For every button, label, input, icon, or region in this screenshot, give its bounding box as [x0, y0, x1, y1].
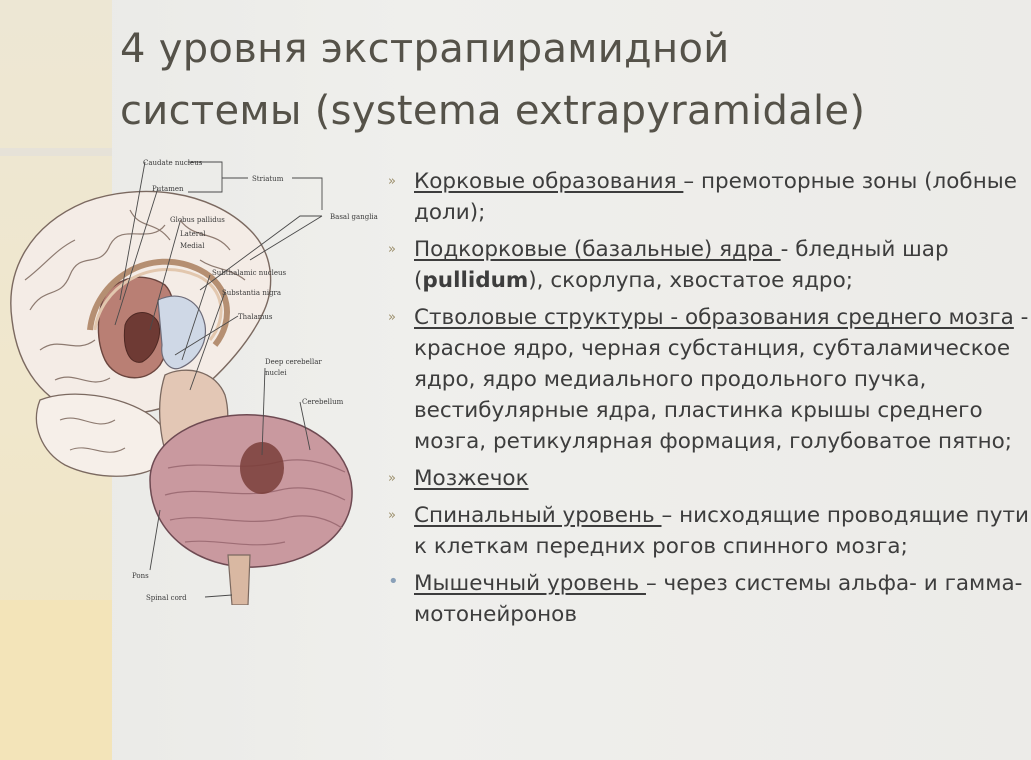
- list-item-cerebellum: [384, 463, 1029, 494]
- bullet-marker: »: [388, 310, 396, 325]
- list-item-spinal: [384, 500, 1029, 562]
- label-medial: Medial: [180, 242, 205, 250]
- bullet-marker: »: [388, 471, 396, 486]
- bullet-text: ), скорлупа, хвостатое ядро;: [528, 268, 853, 293]
- bullet-bold-term: pullidum: [422, 268, 529, 293]
- label-thalamus: Thalamus: [238, 313, 273, 321]
- bullet-text: – нисходящие проводящие пути к клеткам передних рогов спинного мозга;: [414, 503, 1029, 559]
- slide-title-line-2: системы (systema extrapyramidale): [120, 88, 866, 134]
- label-deep-cerebellar-nuclei: nuclei: [265, 369, 287, 377]
- bullet-heading: Стволовые структуры - образования среднего мозга: [414, 305, 1014, 330]
- bullet-heading: Подкорковые (базальные) ядра: [414, 237, 781, 262]
- label-lateral: Lateral: [180, 230, 206, 238]
- label-cerebellum: Cerebellum: [302, 398, 344, 406]
- bullet-text: - бледный шар (: [414, 237, 949, 293]
- label-subthalamic-nucleus: Subthalamic nucleus: [212, 269, 287, 277]
- bullet-marker: »: [388, 508, 396, 523]
- label-striatum: Striatum: [252, 175, 284, 183]
- list-item-muscular: [384, 568, 1029, 630]
- bullet-heading: Мозжечок: [414, 466, 529, 491]
- levels-list: [384, 166, 1029, 636]
- bullet-text: – премоторные зоны (лобные доли);: [414, 169, 1017, 225]
- label-substantia-nigra: Substantia nigra: [222, 289, 282, 297]
- cerebellum: [150, 415, 352, 567]
- label-basal-ganglia: Basal ganglia: [330, 213, 378, 221]
- list-item-subcortical: [384, 234, 1029, 296]
- list-item-cortical: [384, 166, 1029, 228]
- brain-anatomy-figure: [0, 150, 395, 605]
- list-item-brainstem: [384, 302, 1029, 457]
- label-spinal-cord: Spinal cord: [146, 594, 187, 602]
- label-putamen: Putamen: [152, 185, 184, 193]
- bullet-heading: Корковые образования: [414, 169, 684, 194]
- bullet-marker: »: [388, 174, 396, 189]
- bullet-marker: »: [388, 242, 396, 257]
- slide-title: [120, 18, 1000, 142]
- label-caudate-nucleus: Caudate nucleus: [143, 159, 203, 167]
- label-deep-cerebellar: Deep cerebellar: [265, 358, 322, 366]
- bullet-text: - красное ядро, черная субстанция, субталамическое ядро, ядро медиального продольного пучка, вестибулярные ядра, пластинка крышы среднего мозга, ретикулярная формация, голубоватое пятно;: [414, 305, 1029, 454]
- bullet-marker: •: [388, 571, 399, 592]
- bullet-heading: Спинальный уровень: [414, 503, 662, 528]
- left-decor-band-lower: [0, 600, 112, 760]
- bullet-text: – через системы альфа- и гамма-мотонейронов: [414, 571, 1023, 627]
- bullet-heading: Мышечный уровень: [414, 571, 646, 596]
- label-pons: Pons: [132, 572, 149, 580]
- label-globus-pallidus: Globus pallidus: [170, 216, 225, 224]
- spinal-cord: [228, 555, 250, 605]
- slide-title-line-1: 4 уровня экстрапирамидной: [120, 26, 730, 72]
